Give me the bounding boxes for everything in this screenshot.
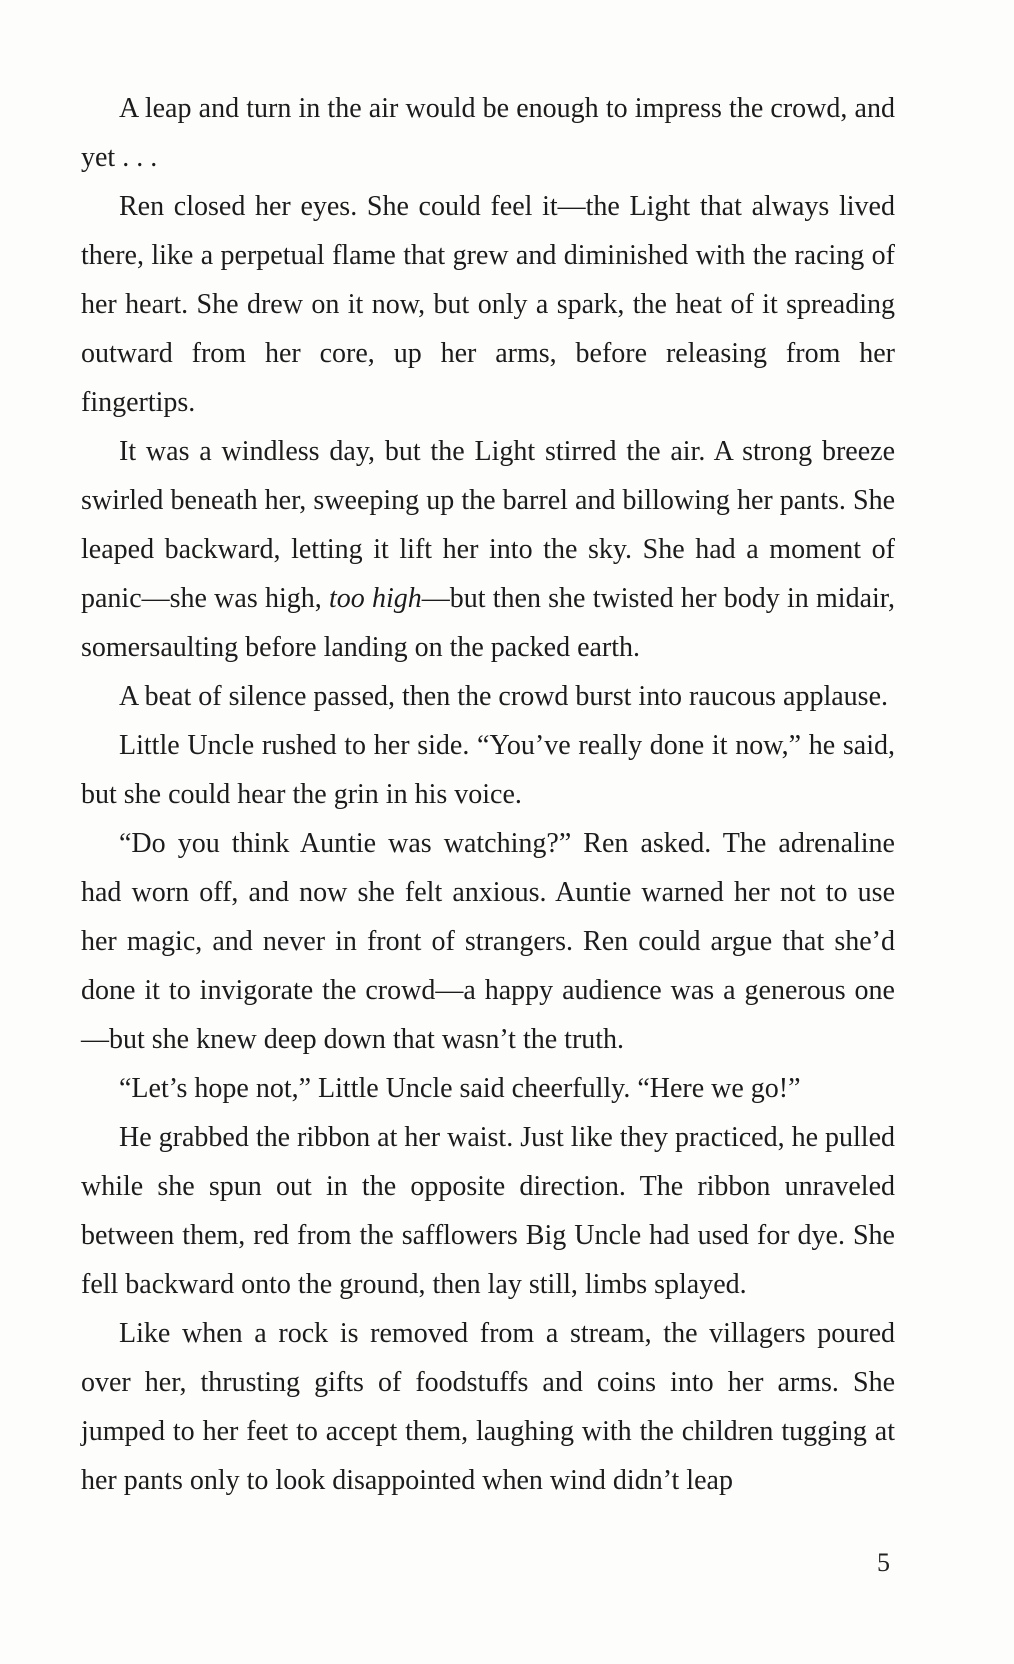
paragraph-6: “Do you think Auntie was watching?” Ren asked. The adrenaline had worn off, and now she felt anxious. Auntie warned her not to use her magic, and never in front of strangers. Ren could argue that she’d done it to invigorate the crowd—a happy audience was a generous one—but she knew deep down that wasn’t the truth. bbox=[81, 828, 895, 1055]
paragraph-3-emphasis: too high bbox=[328, 583, 422, 614]
paragraph-7: “Let’s hope not,” Little Uncle said cheerfully. “Here we go!” bbox=[119, 1073, 801, 1104]
paragraph-3 bbox=[81, 427, 895, 672]
paragraph-5: Little Uncle rushed to her side. “You’ve really done it now,” he said, but she could hear the grin in his voice. bbox=[81, 730, 895, 810]
paragraph-3-start: It was a windless day, but the Light stirred the air. A strong breeze swirled beneath her, sweeping up the barrel and billowing her pants. She leaped backward, letting it lift her into the sky. She had a moment of panic—she was high, bbox=[81, 436, 895, 614]
paragraph-2: Ren closed her eyes. She could feel it—the Light that always lived there, like a perpetual flame that grew and diminished with the racing of her heart. She drew on it now, but only a spark, the heat of it spreading outward from her core, up her arms, before releasing from her fingertips. bbox=[81, 191, 895, 418]
paragraph-4: A beat of silence passed, then the crowd burst into raucous applause. bbox=[119, 681, 889, 712]
page-number: 5 bbox=[877, 1548, 890, 1577]
paragraph-1: A leap and turn in the air would be enough to impress the crowd, and yet . . . bbox=[81, 93, 895, 173]
body-text bbox=[81, 84, 895, 1505]
paragraph-3-end: —but then she twisted her body in midair, somersaulting before landing on the packed earth. bbox=[81, 583, 895, 663]
paragraph-8: He grabbed the ribbon at her waist. Just like they practiced, he pulled while she spun out in the opposite direction. The ribbon unraveled between them, red from the safflowers Big Uncle had used for dye. She fell backward onto the ground, then lay still, limbs splayed. bbox=[81, 1122, 895, 1300]
paragraph-9: Like when a rock is removed from a stream, the villagers poured over her, thrusting gifts of foodstuffs and coins into her arms. She jumped to her feet to accept them, laughing with the children tugging at her pants only to look disappointed when wind didn’t leap bbox=[81, 1318, 895, 1496]
